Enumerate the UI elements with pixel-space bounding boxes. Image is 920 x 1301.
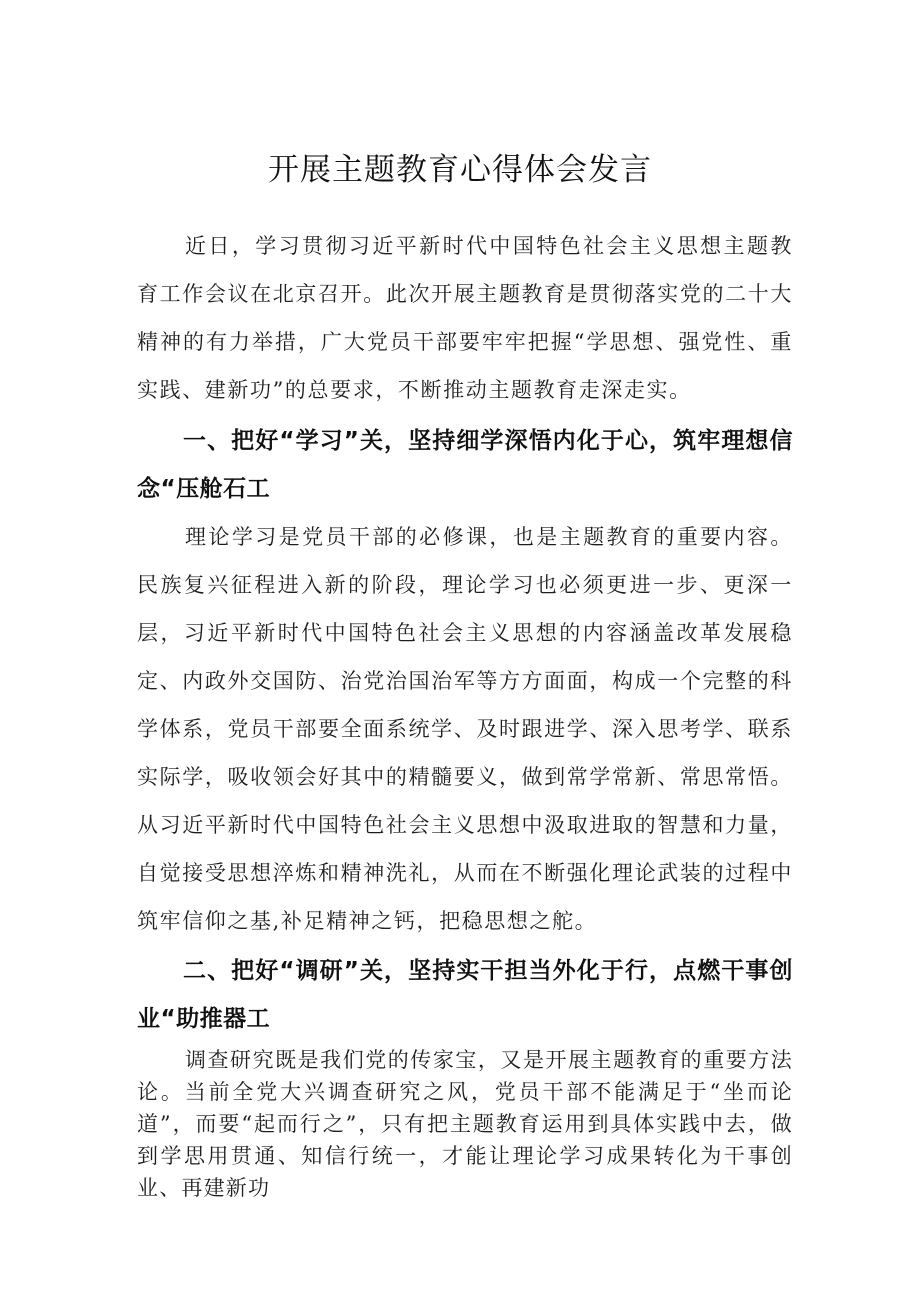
intro-paragraph: 近日，学习贯彻习近平新时代中国特色社会主义思想主题教育工作会议在北京召开。此次开展主题教育是贯彻落实党的二十大精神的有力举措，广大党员干部要牢牢把握“学思想、强党性、重实践、建新功”的总要求，不断推动主题教育走深走实。 — [137, 234, 793, 402]
section-1-heading: 一、把好“学习”关，坚持细学深悟内化于心，筑牢理想信念“压舱石工 — [137, 428, 793, 502]
document-title: 开展主题教育心得体会发言 — [268, 152, 652, 188]
section-1-paragraph: 理论学习是党员干部的必修课，也是主题教育的重要内容。民族复兴征程进入新的阶段，理论学习也必须更进一步、更深一层，习近平新时代中国特色社会主义思想的内容涵盖改革发展稳定、内政外交国防、治党治国治军等方方面面，构成一个完整的科学体系，党员干部要全面系统学、及时跟进学、深入思考学、联系实际学，吸收领会好其中的精髓要义，做到常学常新、常思常悟。从习近平新时代中国特色社会主义思想中汲取进取的智慧和力量，自觉接受思想淬炼和精神洗礼，从而在不断强化理论武装的过程中筑牢信仰之基,补足精神之钙，把稳思想之舵。 — [137, 525, 793, 933]
section-2-paragraph: 调查研究既是我们党的传家宝，又是开展主题教育的重要方法论。当前全党大兴调查研究之风，党员干部不能满足于“坐而论道”，而要“起而行之”，只有把主题教育运用到具体实践中去，做到学思用贯通、知信行统一，才能让理论学习成果转化为干事创业、再建新功 — [137, 1048, 793, 1200]
section-2-heading: 二、把好“调研”关，坚持实干担当外化于行，点燃干事创业“助推器工 — [137, 958, 793, 1032]
